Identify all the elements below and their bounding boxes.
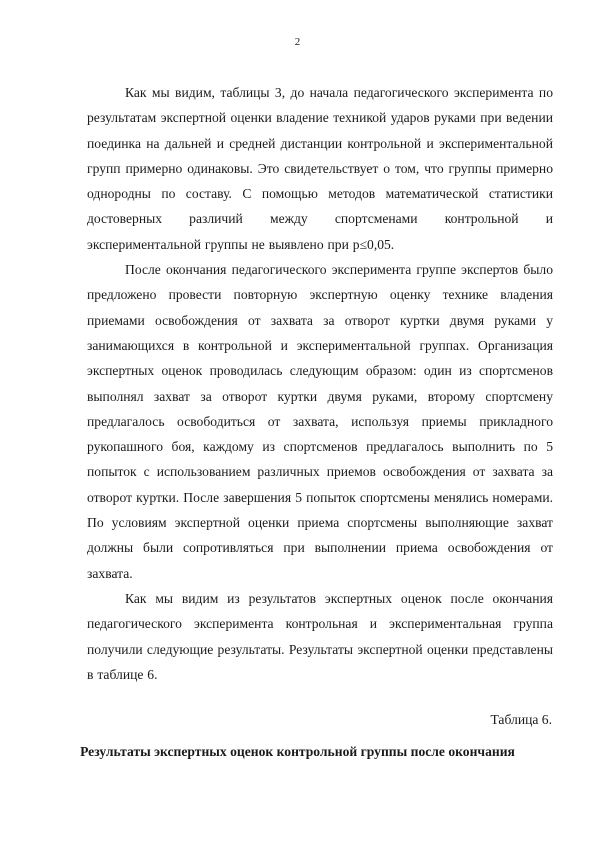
paragraph-2: После окончания педагогического эксперимента группе экспертов было предложено провести повторную экспертную оценку технике владения приемами освобождения от захвата за отворот куртки двумя руками у занимающихся в контрольной и экспериментальной группах. Организация экспертных оценок проводилась следующим образом: один из спортсменов выполнял захват за отворот куртки двумя руками, второму спортсмену предлагалось освободиться от захвата, используя приемы прикладного рукопашного боя, каждому из спортсменов предлагалось выполнить по 5 попыток с использованием различных приемов освобождения от захвата за отворот куртки. После завершения 5 попыток спортсмены менялись номерами. По условиям экспертной оценки приема спортсмены выполняющие захват должны были сопротивляться при выполнении приема освобождения от захвата.: [87, 262, 553, 581]
table-title: Результаты экспертных оценок контрольной группы после окончания: [80, 744, 515, 759]
paragraph-3: Как мы видим из результатов экспертных оценок после окончания педагогического эксперимента контрольная и экспериментальная группа получили следующие результаты. Результаты экспертной оценки представлены в таблице 6.: [87, 590, 553, 682]
table-label: Таблица 6.: [490, 712, 552, 727]
paragraph-1: Как мы видим, таблицы 3, до начала педагогического эксперимента по результатам экспертной оценки владение техникой ударов руками при ведении поединка на дальней и средней дистанции контрольной и экспериментальной групп примерно одинаковы. Это свидетельствует о том, что группы примерно однородны по составу. С помощью методов математической статистики достоверных различий между спортсменами контрольной и экспериментальной группы не выявлено при p≤0,05.: [87, 85, 553, 252]
page-number: 2: [294, 36, 301, 48]
body-text: [87, 80, 553, 687]
